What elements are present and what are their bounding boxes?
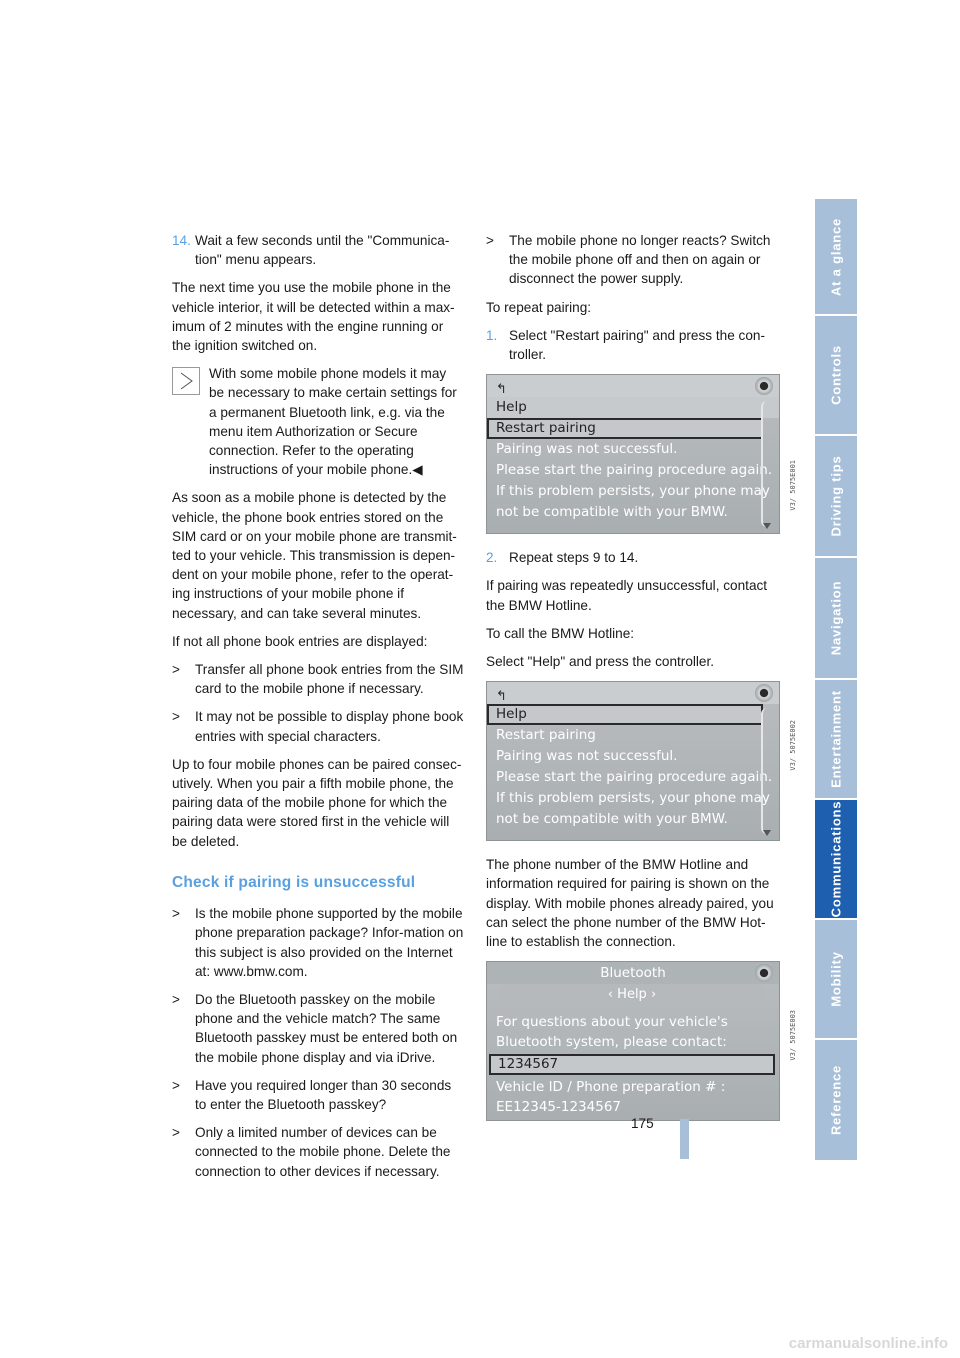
menu-item-restart-pairing[interactable]: Restart pairing	[487, 418, 763, 439]
tab-driving-tips[interactable]: Driving tips	[815, 436, 857, 556]
chapter-tabs	[815, 199, 857, 1160]
tab-communications[interactable]: Communications	[815, 800, 857, 918]
tab-reference[interactable]: Reference	[815, 1040, 857, 1160]
list-item: > Transfer all phone book entries from the SIM card to the mobile phone if necessary.	[172, 662, 464, 697]
paragraph-four-phones: Up to four mobile phones can be paired consec-utively. When you pair a fifth mobile phone, the pairing data of the mobile phone for which the pairing data were stored first in the vehicle will be deleted.	[172, 756, 462, 849]
screen-message: not be compatible with your BMW.	[496, 504, 728, 521]
note-block	[172, 364, 464, 479]
list-item: > The mobile phone no longer reacts? Switch the mobile phone off and then on again or disconnect the power supply.	[486, 233, 771, 287]
controller-icon	[755, 377, 773, 395]
tab-controls[interactable]: Controls	[815, 316, 857, 434]
idrive-screen-restart	[486, 374, 780, 534]
screen-message: Pairing was not successful.	[496, 748, 678, 765]
note-end-icon: ◀	[412, 462, 423, 478]
screen-message: Pairing was not successful.	[496, 441, 678, 458]
list-item: > It may not be possible to display phone book entries with special characters.	[172, 709, 464, 744]
tab-at-a-glance[interactable]: At a glance	[815, 199, 857, 314]
bluetooth-title: Bluetooth	[600, 965, 666, 982]
paragraph-repeat: To repeat pairing:	[486, 299, 592, 315]
list-item: > Is the mobile phone supported by the mobile phone preparation package? Infor-mation on this subject is also provided on the Internet at: www.bmw.com.	[172, 906, 464, 979]
screen-message: If this problem persists, your phone may	[496, 790, 770, 807]
screen-message: EE12345-1234567	[496, 1099, 622, 1116]
paragraph-phonebook: As soon as a mobile phone is detected by the vehicle, the phone book entries stored on the SIM card or on your mobile phone are transmit-ted to your vehicle. This transmission is depen-dent on your mobile phone, refer to the operat-ing instructions of your mobile phone if necessary, and can take several minutes.	[172, 490, 457, 621]
step-1: 1. Select "Restart pairing" and press the con-troller.	[486, 327, 765, 363]
screen-message: For questions about your vehicle's	[496, 1014, 728, 1031]
paragraph-hotline: The phone number of the BMW Hotline and information required for pairing is shown on the display. With mobile phones already paired, you can select the phone number of the BMW Hot-line to establish the connection.	[486, 857, 774, 950]
help-selector[interactable]: ‹ Help ›	[501, 984, 763, 1006]
screen-message: Please start the pairing procedure again.	[496, 462, 773, 479]
idrive-screen-help	[486, 681, 780, 841]
controller-icon	[755, 684, 773, 702]
idrive-screen-bluetooth	[486, 961, 780, 1121]
menu-item-restart-pairing[interactable]: Restart pairing	[496, 727, 596, 744]
tab-navigation[interactable]: Navigation	[815, 558, 857, 678]
tab-mobility[interactable]: Mobility	[815, 920, 857, 1038]
step-14	[172, 231, 464, 269]
paragraph-not-all: If not all phone book entries are displayed:	[172, 633, 428, 649]
controller-icon	[755, 964, 773, 982]
page-marker	[680, 1119, 689, 1159]
screen-message: Bluetooth system, please contact:	[496, 1034, 727, 1051]
watermark: carmanualsonline.info	[788, 1335, 948, 1352]
screen-message: Please start the pairing procedure again.	[496, 769, 773, 786]
scrollbar	[761, 401, 773, 527]
page-number: 175	[631, 1116, 654, 1131]
step-text: Wait a few seconds until the "Communica-tion" menu appears.	[195, 233, 450, 268]
list-item: > Only a limited number of devices can be connected to the mobile phone. Delete the connection to other devices if necessary.	[172, 1125, 451, 1179]
menu-item-help[interactable]: Help	[487, 397, 779, 418]
image-code: V3/ 5075E001	[789, 460, 797, 511]
right-column	[486, 231, 778, 1135]
note-triangle-icon	[172, 367, 200, 395]
image-code: V3/ 5075E003	[789, 1010, 797, 1061]
step-2: 2. Repeat steps 9 to 14.	[486, 550, 639, 566]
paragraph-detection: The next time you use the mobile phone in the vehicle interior, it will be detected within a max-imum of 2 minutes with the engine running or the ignition switched on.	[172, 280, 455, 354]
section-heading: Check if pairing is unsuccessful	[172, 873, 416, 891]
note-text: With some mobile phone models it may be necessary to make certain settings for a permanent Bluetooth link, e.g. via the menu item Authorization or Secure connection. Refer to the operating instructions of your mobile phone.	[209, 366, 457, 478]
paragraph-contact: If pairing was repeatedly unsuccessful, contact the BMW Hotline.	[486, 578, 768, 613]
tab-entertainment[interactable]: Entertainment	[815, 680, 857, 798]
list-item: > Have you required longer than 30 seconds to enter the Bluetooth passkey?	[172, 1077, 452, 1112]
back-arrow-icon: ↰	[496, 689, 507, 705]
paragraph-select-help: Select "Help" and press the controller.	[486, 654, 715, 670]
left-column	[172, 231, 464, 1190]
screen-message: not be compatible with your BMW.	[496, 811, 728, 828]
step-number: 14.	[172, 233, 191, 248]
scrollbar	[761, 708, 773, 834]
screen-message: Vehicle ID / Phone preparation # :	[496, 1079, 726, 1096]
hotline-number[interactable]: 1234567	[489, 1054, 775, 1075]
screen-message: If this problem persists, your phone may	[496, 483, 770, 500]
back-arrow-icon: ↰	[496, 382, 507, 398]
menu-item-help[interactable]: Help	[487, 704, 763, 725]
paragraph-call: To call the BMW Hotline:	[486, 625, 635, 641]
image-code: V3/ 5075E002	[789, 720, 797, 771]
list-item: > Do the Bluetooth passkey on the mobile phone and the vehicle match? The same Bluetooth passkey must be entered both on the mobile phone display and via iDrive.	[172, 991, 458, 1065]
